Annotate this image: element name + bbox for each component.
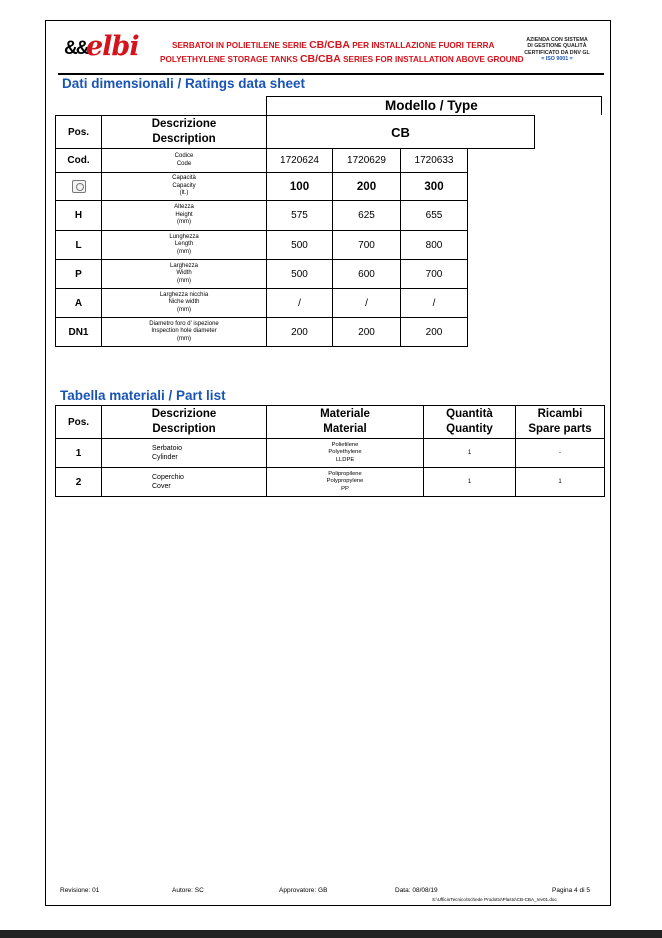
cell-value: 200 — [333, 173, 401, 201]
cert-line: AZIENDA CON SISTEMA — [526, 37, 588, 43]
empty-cell — [468, 149, 535, 173]
cell-value: 200 — [267, 318, 333, 347]
logo-word: elbi — [86, 31, 139, 62]
parts-head-quantity-en: Quantity — [446, 423, 493, 435]
ratings-head-desc-en: Description — [152, 133, 216, 145]
parts-title: Tabella materiali / Part list — [60, 388, 226, 403]
row-desc-en: Inspection hole diameter — [151, 328, 217, 335]
part-material-code: LLDPE — [335, 456, 355, 463]
model-type-label: Modello / Type — [385, 98, 478, 113]
parts-table — [55, 405, 605, 497]
part-desc-en: Cylinder — [152, 454, 178, 461]
row-pos: DN1 — [56, 318, 102, 347]
cert-line: DI GESTIONE QUALITÀ — [527, 43, 587, 50]
row-desc-it: Codice — [174, 153, 194, 159]
parts-head-material — [267, 406, 424, 439]
ratings-head-pos: Pos. — [56, 116, 102, 149]
row-desc — [102, 289, 267, 318]
row-desc-unit: (lt.) — [179, 190, 189, 197]
cell-value: 600 — [333, 260, 401, 289]
cell-value: 200 — [333, 318, 401, 347]
table-row — [56, 173, 535, 201]
empty-cell — [468, 173, 535, 201]
header-title-it-pre: SERBATOI IN POLIETILENE SERIE — [172, 41, 310, 50]
parts-head-spare — [516, 406, 605, 439]
row-desc-it: Altezza — [174, 204, 194, 211]
footer-date: Data: 08/08/19 — [395, 887, 438, 894]
parts-head-desc-en: Description — [152, 423, 216, 435]
logo-mark: && — [64, 38, 88, 59]
quality-certification — [512, 37, 602, 63]
table-row — [56, 231, 535, 260]
ratings-series: CB — [267, 116, 535, 149]
header-title-en-post: SERIES FOR INSTALLATION ABOVE GROUND — [340, 55, 524, 64]
cell-value: / — [401, 289, 468, 318]
row-desc-unit: (mm) — [177, 219, 191, 226]
cell-value: 500 — [267, 231, 333, 260]
capacity-icon — [72, 180, 86, 193]
footer-approver: Approvatore: GB — [279, 887, 328, 894]
parts-head-material-it: Materiale — [320, 408, 370, 420]
row-desc — [102, 149, 267, 173]
parts-head-quantity — [424, 406, 516, 439]
part-material — [267, 439, 424, 468]
cell-value: 300 — [401, 173, 468, 201]
row-desc-en: Width — [176, 270, 192, 277]
header-title-en — [160, 53, 524, 65]
row-desc — [102, 231, 267, 260]
cert-iso: = ISO 9001 = — [541, 56, 573, 63]
cell-value: 1720629 — [333, 149, 401, 173]
part-material — [267, 468, 424, 497]
cell-value: 800 — [401, 231, 468, 260]
empty-cell — [468, 201, 535, 231]
cert-line: CERTIFICATO DA DNV GL — [524, 49, 590, 56]
cell-value: 625 — [333, 201, 401, 231]
header-title-it — [172, 39, 494, 51]
parts-header-row — [56, 406, 605, 439]
parts-head-pos: Pos. — [56, 406, 102, 439]
row-pos: P — [56, 260, 102, 289]
bottom-bar — [0, 930, 662, 938]
part-spare: - — [516, 439, 605, 468]
part-material-it: Polipropilene — [328, 470, 362, 477]
part-desc — [102, 439, 267, 468]
parts-head-quantity-it: Quantità — [446, 408, 493, 420]
footer-author: Autore: SC — [172, 887, 204, 894]
part-material-it: Polietilene — [331, 441, 359, 448]
cell-value: 655 — [401, 201, 468, 231]
empty-cell — [468, 318, 535, 347]
table-row — [56, 468, 605, 497]
row-pos: L — [56, 231, 102, 260]
header-title-it-series: CB/CBA — [309, 39, 350, 51]
row-pos: A — [56, 289, 102, 318]
ratings-head-desc-it: Descrizione — [151, 118, 217, 130]
table-row — [56, 289, 535, 318]
row-desc-it: Lunghezza — [169, 233, 199, 240]
ratings-title: Dati dimensionali / Ratings data sheet — [62, 76, 306, 91]
part-quantity: 1 — [424, 468, 516, 497]
cell-value: 700 — [401, 260, 468, 289]
table-row — [56, 439, 605, 468]
row-pos: Cod. — [56, 149, 102, 173]
cell-value: / — [333, 289, 401, 318]
row-desc-unit: (mm) — [177, 335, 191, 342]
part-desc-it: Serbatoio — [152, 444, 182, 452]
row-desc-en: Niche width — [168, 299, 200, 306]
cell-value: 700 — [333, 231, 401, 260]
row-desc-it: Diametro foro d' ispezione — [149, 320, 219, 327]
empty-cell — [468, 231, 535, 260]
ratings-head-desc — [102, 116, 267, 149]
parts-head-desc-it: Descrizione — [151, 408, 217, 420]
parts-head-spare-en: Spare parts — [528, 423, 592, 435]
part-quantity: 1 — [424, 439, 516, 468]
elbi-logo — [64, 31, 154, 62]
cell-value: 500 — [267, 260, 333, 289]
part-material-en: Polyethylene — [328, 449, 362, 456]
header-title-it-post: PER INSTALLAZIONE FUORI TERRA — [349, 41, 495, 50]
footer-page: Pagina 4 di 5 — [552, 887, 590, 894]
table-row — [56, 318, 535, 347]
row-desc-en: Length — [174, 241, 194, 248]
row-desc — [102, 173, 267, 201]
row-desc-unit: (mm) — [177, 306, 191, 313]
part-spare: 1 — [516, 468, 605, 497]
part-desc-en: Cover — [152, 483, 171, 490]
model-type-header — [266, 96, 602, 115]
parts-head-desc — [102, 406, 267, 439]
part-desc — [102, 468, 267, 497]
cell-value: 200 — [401, 318, 468, 347]
header-title-en-pre: POLYETHYLENE STORAGE TANKS — [160, 55, 300, 64]
row-desc-en: Height — [175, 211, 193, 218]
row-desc-it: Capacità — [172, 175, 196, 182]
row-desc-it: Larghezza nicchia — [159, 291, 209, 298]
row-pos: H — [56, 201, 102, 231]
table-row — [56, 149, 535, 173]
parts-head-material-en: Material — [323, 423, 367, 435]
part-desc-it: Coperchio — [152, 473, 184, 481]
part-pos: 2 — [56, 468, 102, 497]
header-divider — [58, 73, 604, 75]
empty-cell — [468, 289, 535, 318]
cell-value: 1720624 — [267, 149, 333, 173]
row-desc-unit: (mm) — [177, 277, 191, 284]
row-desc-it: Larghezza — [169, 262, 199, 269]
header-title-en-series: CB/CBA — [299, 53, 341, 65]
table-row — [56, 260, 535, 289]
cell-value: / — [267, 289, 333, 318]
row-desc — [102, 260, 267, 289]
cell-value: 100 — [267, 173, 333, 201]
part-pos: 1 — [56, 439, 102, 468]
ratings-header-row — [56, 116, 535, 149]
cell-value: 1720633 — [401, 149, 468, 173]
row-desc-unit: (mm) — [177, 248, 191, 255]
part-material-code: PP — [341, 485, 349, 492]
footer-file-path: S:\UfficioTecnico\Schede Prodotto\Plasto\CB-CBA_rev01.doc — [432, 897, 557, 902]
row-desc — [102, 201, 267, 231]
row-desc — [102, 318, 267, 347]
cell-value: 575 — [267, 201, 333, 231]
table-row — [56, 201, 535, 231]
ratings-table — [55, 115, 535, 347]
footer-revision: Revisione: 01 — [60, 887, 100, 894]
row-pos — [56, 173, 102, 201]
row-desc-en: Code — [176, 160, 192, 167]
empty-cell — [468, 260, 535, 289]
parts-head-spare-it: Ricambi — [537, 408, 583, 420]
part-material-en: Polypropylene — [326, 478, 364, 485]
row-desc-en: Capacity — [172, 182, 196, 189]
